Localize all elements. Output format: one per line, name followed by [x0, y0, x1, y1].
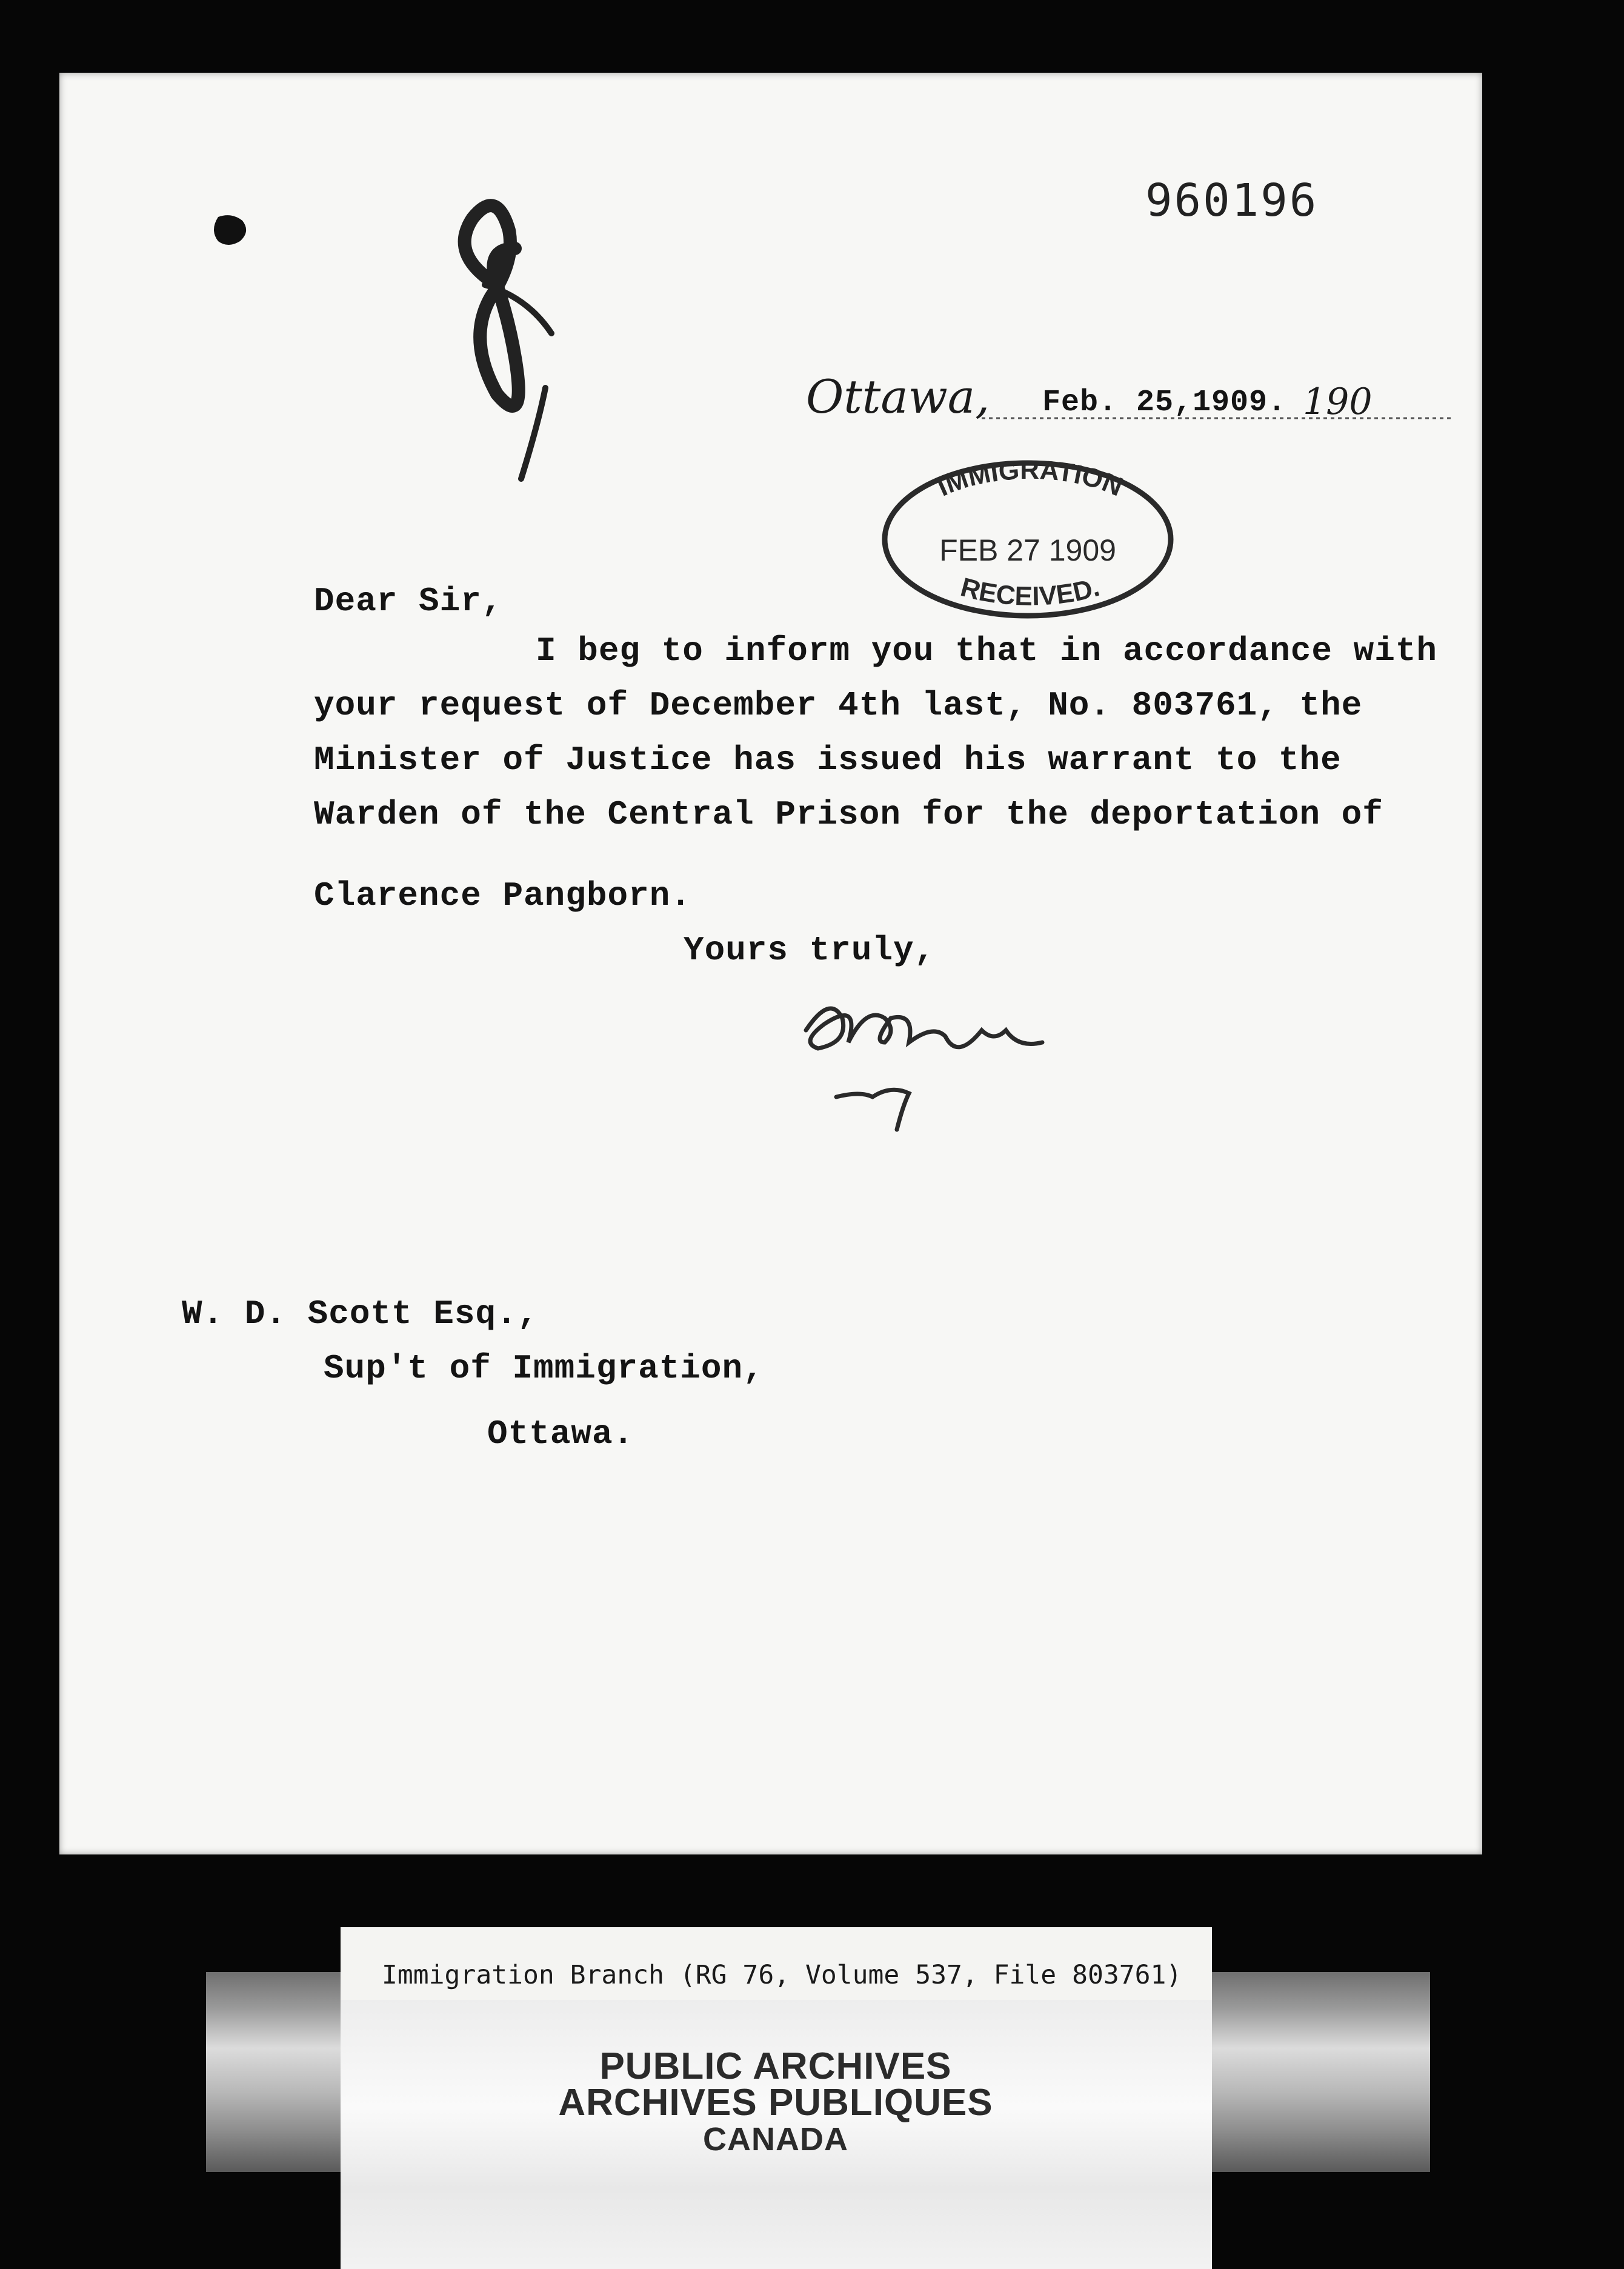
file-number: 960196 [1145, 175, 1319, 227]
archive-seal-line-2: ARCHIVES PUBLIQUES [558, 2082, 993, 2124]
recipient-title: Sup't of Immigration, [324, 1349, 764, 1388]
body-line-2: your request of December 4th last, No. 803761, the [314, 686, 1363, 725]
stamp-date: FEB 27 1909 [939, 533, 1116, 567]
salutation: Dear Sir, [314, 582, 503, 621]
body-line-3: Minister of Justice has issued his warrant to the [314, 741, 1342, 779]
stamp-bottom-text: RECEIVED. [957, 572, 1103, 611]
archive-seal-line-1: PUBLIC ARCHIVES [599, 2045, 952, 2087]
year-prefix: 190 [1303, 381, 1373, 423]
stamp-top-text: IMMIGRATION [933, 455, 1127, 502]
archive-seal [339, 2045, 1212, 2157]
place-written: Ottawa, [806, 370, 990, 424]
signature [806, 1008, 1042, 1048]
body-line-5: Clarence Pangborn. [314, 876, 691, 915]
letter-date: Feb. 25,1909. [1042, 385, 1287, 420]
handwritten-eight [465, 205, 519, 406]
archive-seal-line-3: CANADA [703, 2121, 848, 2157]
body-line-4: Warden of the Central Prison for the deportation of [314, 795, 1383, 834]
archive-reference-label: Immigration Branch (RG 76, Volume 537, File 803761) [382, 1960, 1182, 1990]
recipient-city: Ottawa. [487, 1414, 634, 1453]
recipient-name: W. D. Scott Esq., [182, 1294, 539, 1333]
body-line-1: I beg to inform you that in accordance with [536, 631, 1438, 670]
handwritten-slash [521, 388, 545, 479]
signature-flourish [836, 1090, 909, 1130]
ink-blot [214, 215, 246, 245]
closing: Yours truly, [684, 931, 936, 970]
